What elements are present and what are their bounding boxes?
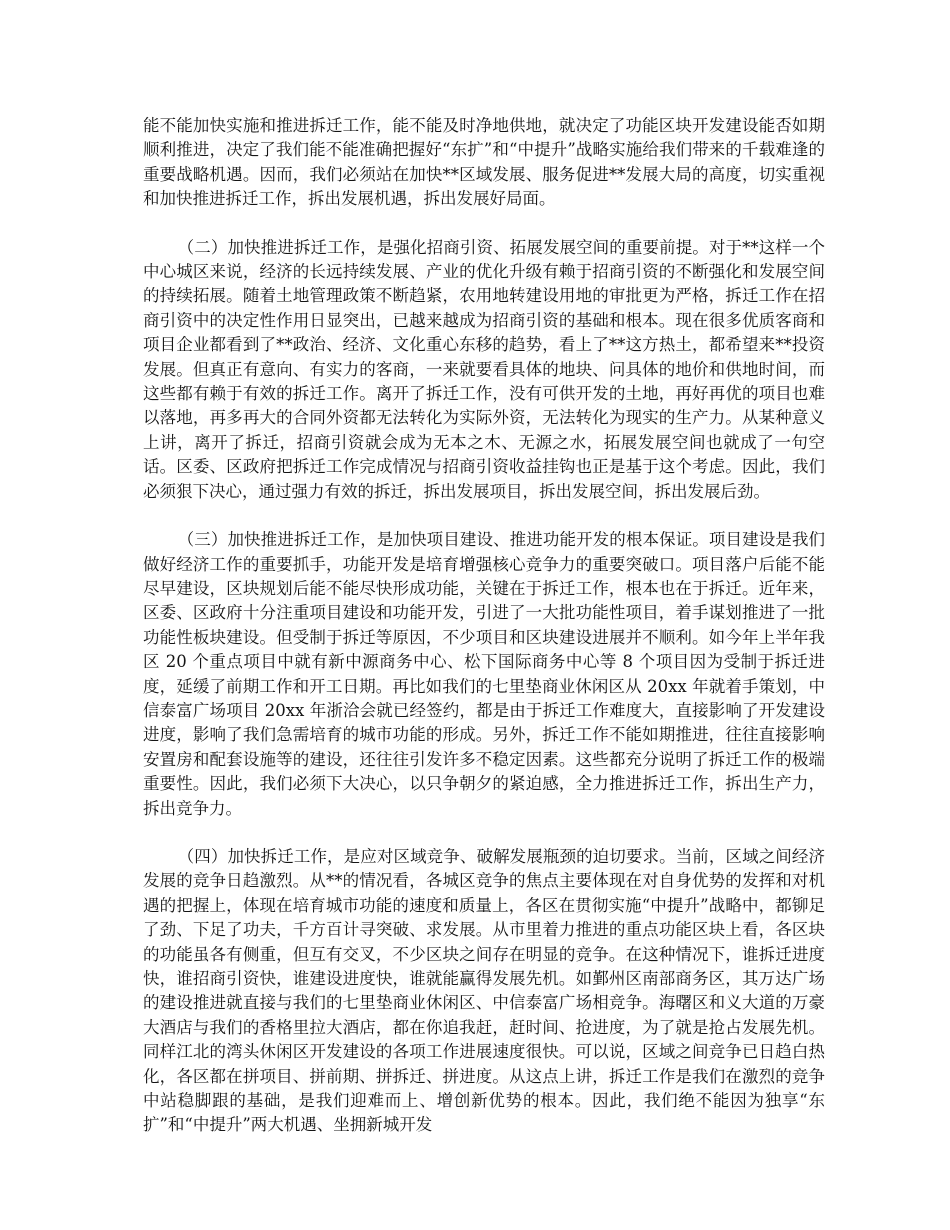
paragraph-4: （四）加快拆迁工作，是应对区域竞争、破解发展瓶颈的迫切要求。当前，区域之间经济发展的竞争日趋激烈。从**的情况看，各城区竞争的焦点主要体现在对自身优势的发挥和对机遇的把握上，体现在培育城市功能的速度和质量上，各区在贯彻实施“中提升”战略中，都铆足了劲、下足了功夫，千方百计寻突破、求发展。从市里着力推进的重点功能区块上看，各区块的功能虽各有侧重，但互有交叉，不少区块之间存在明显的竞争。在这种情况下，谁拆迁进度快，谁招商引资快，谁建设进度快，谁就能赢得发展先机。如鄞州区南部商务区，其万达广场的建设推进就直接与我们的七里垫商业休闲区、中信泰富广场相竞争。海曙区和义大道的万豪大酒店与我们的香格里拉大酒店，都在你追我赶，赶时间、抢进度，为了就是抢占发展先机。同样江北的湾头休闲区开发建设的各项工作进展速度很快。可以说，区域之间竞争已日趋白热化，各区都在拼项目、拼前期、拼拆迁、拼进度。从这点上讲，拆迁工作是我们在激烈的竞争中站稳脚跟的基础，是我们迎难而上、增创新优势的根本。因此，我们绝不能因为独享“东扩”和“中提升”两大机遇、坐拥新城开发 <box>143 846 825 1135</box>
paragraph-1: 能不能加快实施和推进拆迁工作，能不能及时净地供地，就决定了功能区块开发建设能否如期顺利推进，决定了我们能不能准确把握好“东扩”和“中提升”战略实施给我们带来的千载难逢的重要战略机遇。因而，我们必须站在加快**区域发展、服务促进**发展大局的高度，切实重视和加快推进拆迁工作，拆出发展机遇，拆出发展好局面。 <box>143 116 825 209</box>
paragraph-2: （二）加快推进拆迁工作，是强化招商引资、拓展发展空间的重要前提。对于**这样一个中心城区来说，经济的长远持续发展、产业的优化升级有赖于招商引资的不断强化和发展空间的持续拓展。随着土地管理政策不断趋紧，农用地转建设用地的审批更为严格，拆迁工作在招商引资中的决定性作用日显突出，已越来越成为招商引资的基础和根本。现在很多优质客商和项目企业都看到了**政治、经济、文化重心东移的趋势，看上了**这方热土，都希望来**投资发展。但真正有意向、有实力的客商，一来就要看具体的地块、问具体的地价和供地时间，而这些都有赖于有效的拆迁工作。离开了拆迁工作，没有可供开发的土地，再好再优的项目也难以落地，再多再大的合同外资都无法转化为实际外资，无法转化为现实的生产力。从某种意义上讲，离开了拆迁，招商引资就会成为无本之木、无源之水，拓展发展空间也就成了一句空话。区委、区政府把拆迁工作完成情况与招商引资收益挂钩也正是基于这个考虑。因此，我们必须狠下决心，通过强力有效的拆迁，拆出发展项目，拆出发展空间，拆出发展后劲。 <box>143 237 825 501</box>
paragraph-3: （三）加快推进拆迁工作，是加快项目建设、推进功能开发的根本保证。项目建设是我们做好经济工作的重要抓手，功能开发是培育增强核心竞争力的重要突破口。项目落户后能不能尽早建设，区块规划后能不能尽快形成功能，关键在于拆迁工作，根本也在于拆迁。近年来，区委、区政府十分注重项目建设和功能开发，引进了一大批功能性项目，着手谋划推进了一批功能性板块建设。但受制于拆迁等原因，不少项目和区块建设进展并不顺利。如今年上半年我区 20 个重点项目中就有新中源商务中心、松下国际商务中心等 8 个项目因为受制于拆迁进度，延缓了前期工作和开工日期。再比如我们的七里垫商业休闲区从 20xx 年就着手策划，中信泰富广场项目 20xx 年浙洽会就已经签约，都是由于拆迁工作难度大，直接影响了开发建设进度，影响了我们急需培育的城市功能的形成。另外，拆迁工作不能如期推进，往往直接影响安置房和配套设施等的建设，还往往引发许多不稳定因素。这些都充分说明了拆迁工作的极端重要性。因此，我们必须下大决心，以只争朝夕的紧迫感，全力推进拆迁工作，拆出生产力，拆出竞争力。 <box>143 530 825 818</box>
document-body <box>143 114 825 1138</box>
